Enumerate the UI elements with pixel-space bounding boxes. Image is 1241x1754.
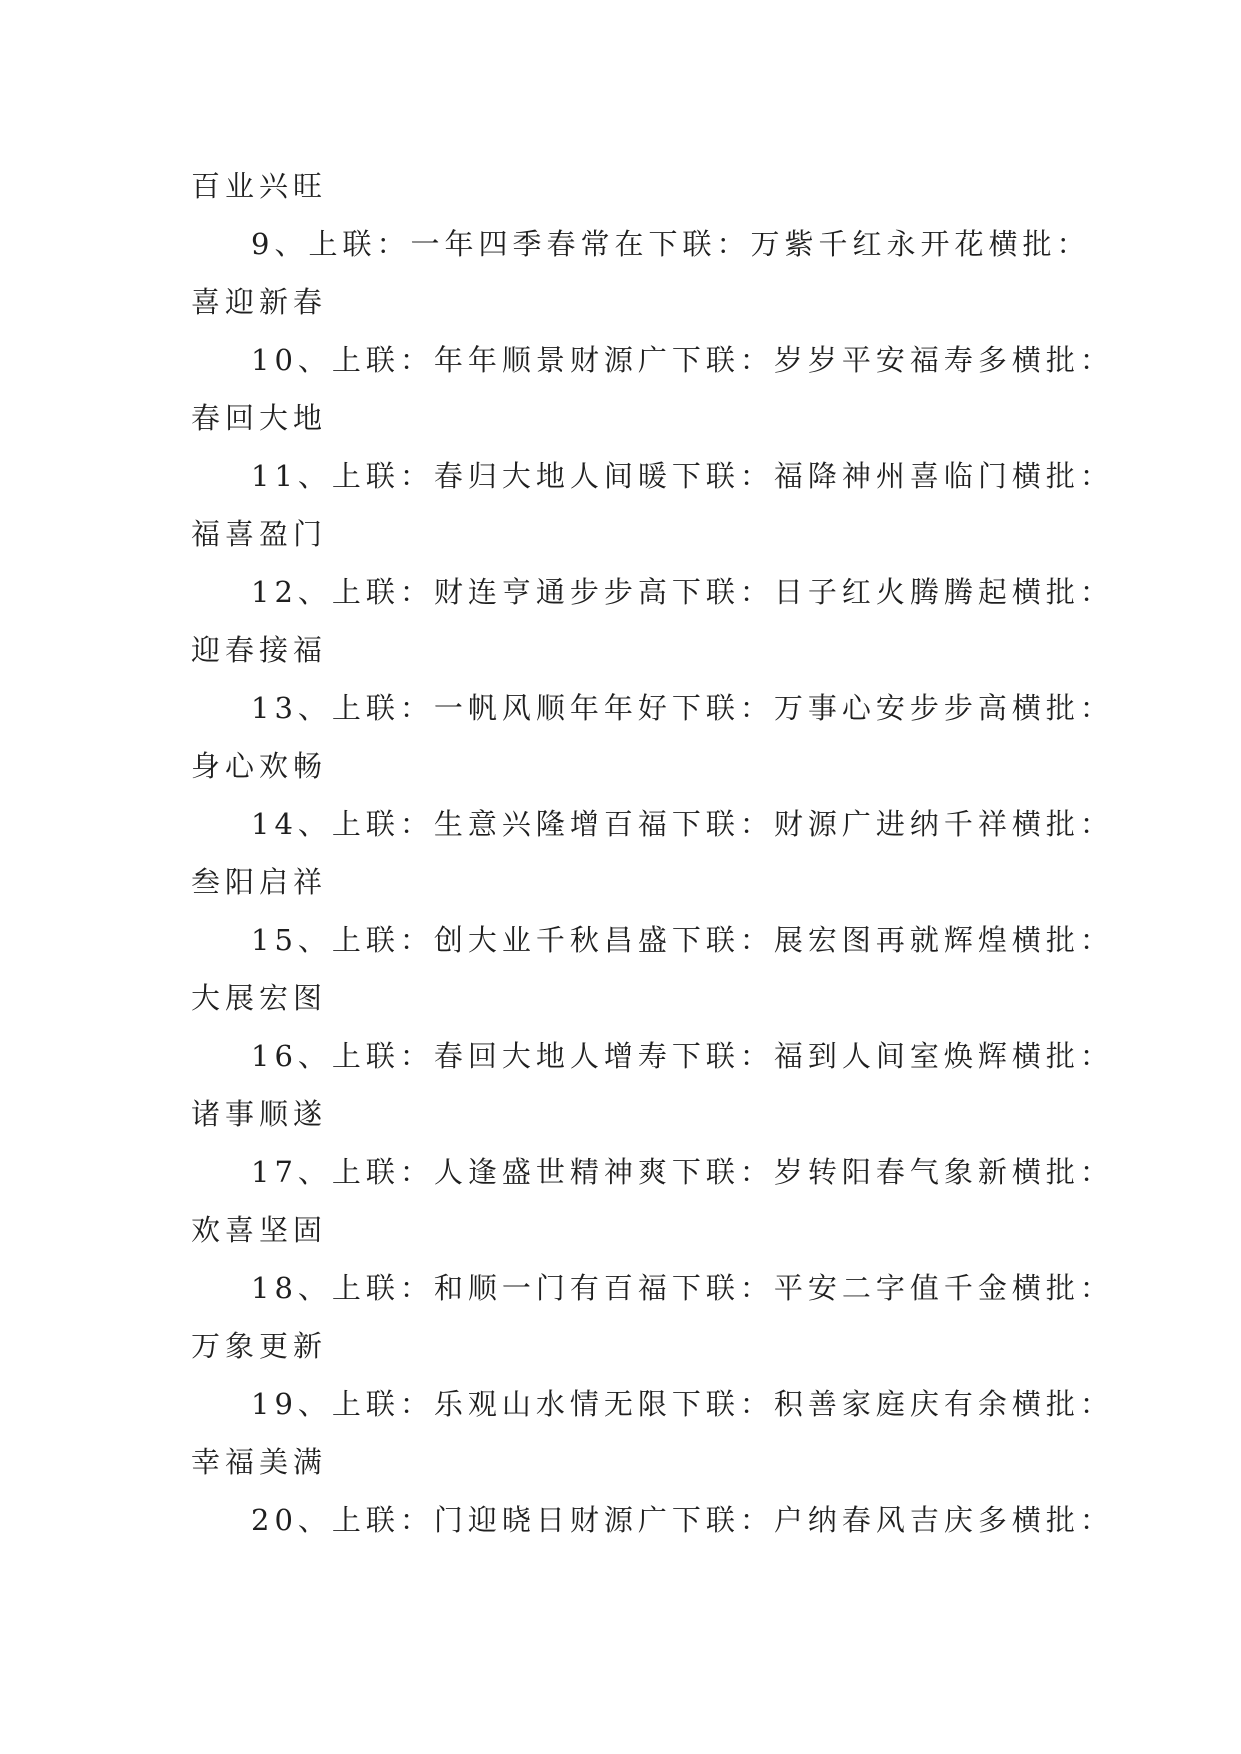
couplet-15-line: 15、上联：创大业千秋昌盛下联：展宏图再就辉煌横批： (251, 923, 1114, 957)
couplet-9-line: 9、上联：一年四季春常在下联：万紫千红永开花横批： (251, 227, 1091, 261)
couplet-13-banner: 身心欢畅 (191, 749, 328, 783)
couplet-13-line: 13、上联：一帆风顺年年好下联：万事心安步步高横批： (251, 691, 1114, 725)
couplet-10-line: 10、上联：年年顺景财源广下联：岁岁平安福寿多横批： (251, 343, 1114, 377)
couplet-18-banner: 万象更新 (191, 1329, 328, 1363)
continued-line: 百业兴旺 (191, 169, 328, 203)
couplet-11-line: 11、上联：春归大地人间暖下联：福降神州喜临门横批： (251, 459, 1114, 493)
couplet-18-line: 18、上联：和顺一门有百福下联：平安二字值千金横批： (251, 1271, 1114, 1305)
couplet-19-banner: 幸福美满 (191, 1445, 328, 1479)
couplet-16-line: 16、上联：春回大地人增寿下联：福到人间室焕辉横批： (251, 1039, 1114, 1073)
couplet-14-line: 14、上联：生意兴隆增百福下联：财源广进纳千祥横批： (251, 807, 1114, 841)
couplet-17-line: 17、上联：人逢盛世精神爽下联：岁转阳春气象新横批： (251, 1155, 1114, 1189)
couplet-11-banner: 福喜盈门 (191, 517, 328, 551)
couplet-15-banner: 大展宏图 (191, 981, 328, 1015)
couplet-9-banner: 喜迎新春 (191, 285, 328, 319)
couplet-14-banner: 叁阳启祥 (191, 865, 328, 899)
couplet-16-banner: 诸事顺遂 (191, 1097, 328, 1131)
couplet-12-line: 12、上联：财连亨通步步高下联：日子红火腾腾起横批： (251, 575, 1114, 609)
couplet-12-banner: 迎春接福 (191, 633, 328, 667)
couplet-list (191, 157, 1114, 1549)
couplet-19-line: 19、上联：乐观山水情无限下联：积善家庭庆有余横批： (251, 1387, 1114, 1421)
couplet-10-banner: 春回大地 (191, 401, 328, 435)
couplet-17-banner: 欢喜坚固 (191, 1213, 328, 1247)
couplet-20-line: 20、上联：门迎晓日财源广下联：户纳春风吉庆多横批： (251, 1503, 1114, 1537)
